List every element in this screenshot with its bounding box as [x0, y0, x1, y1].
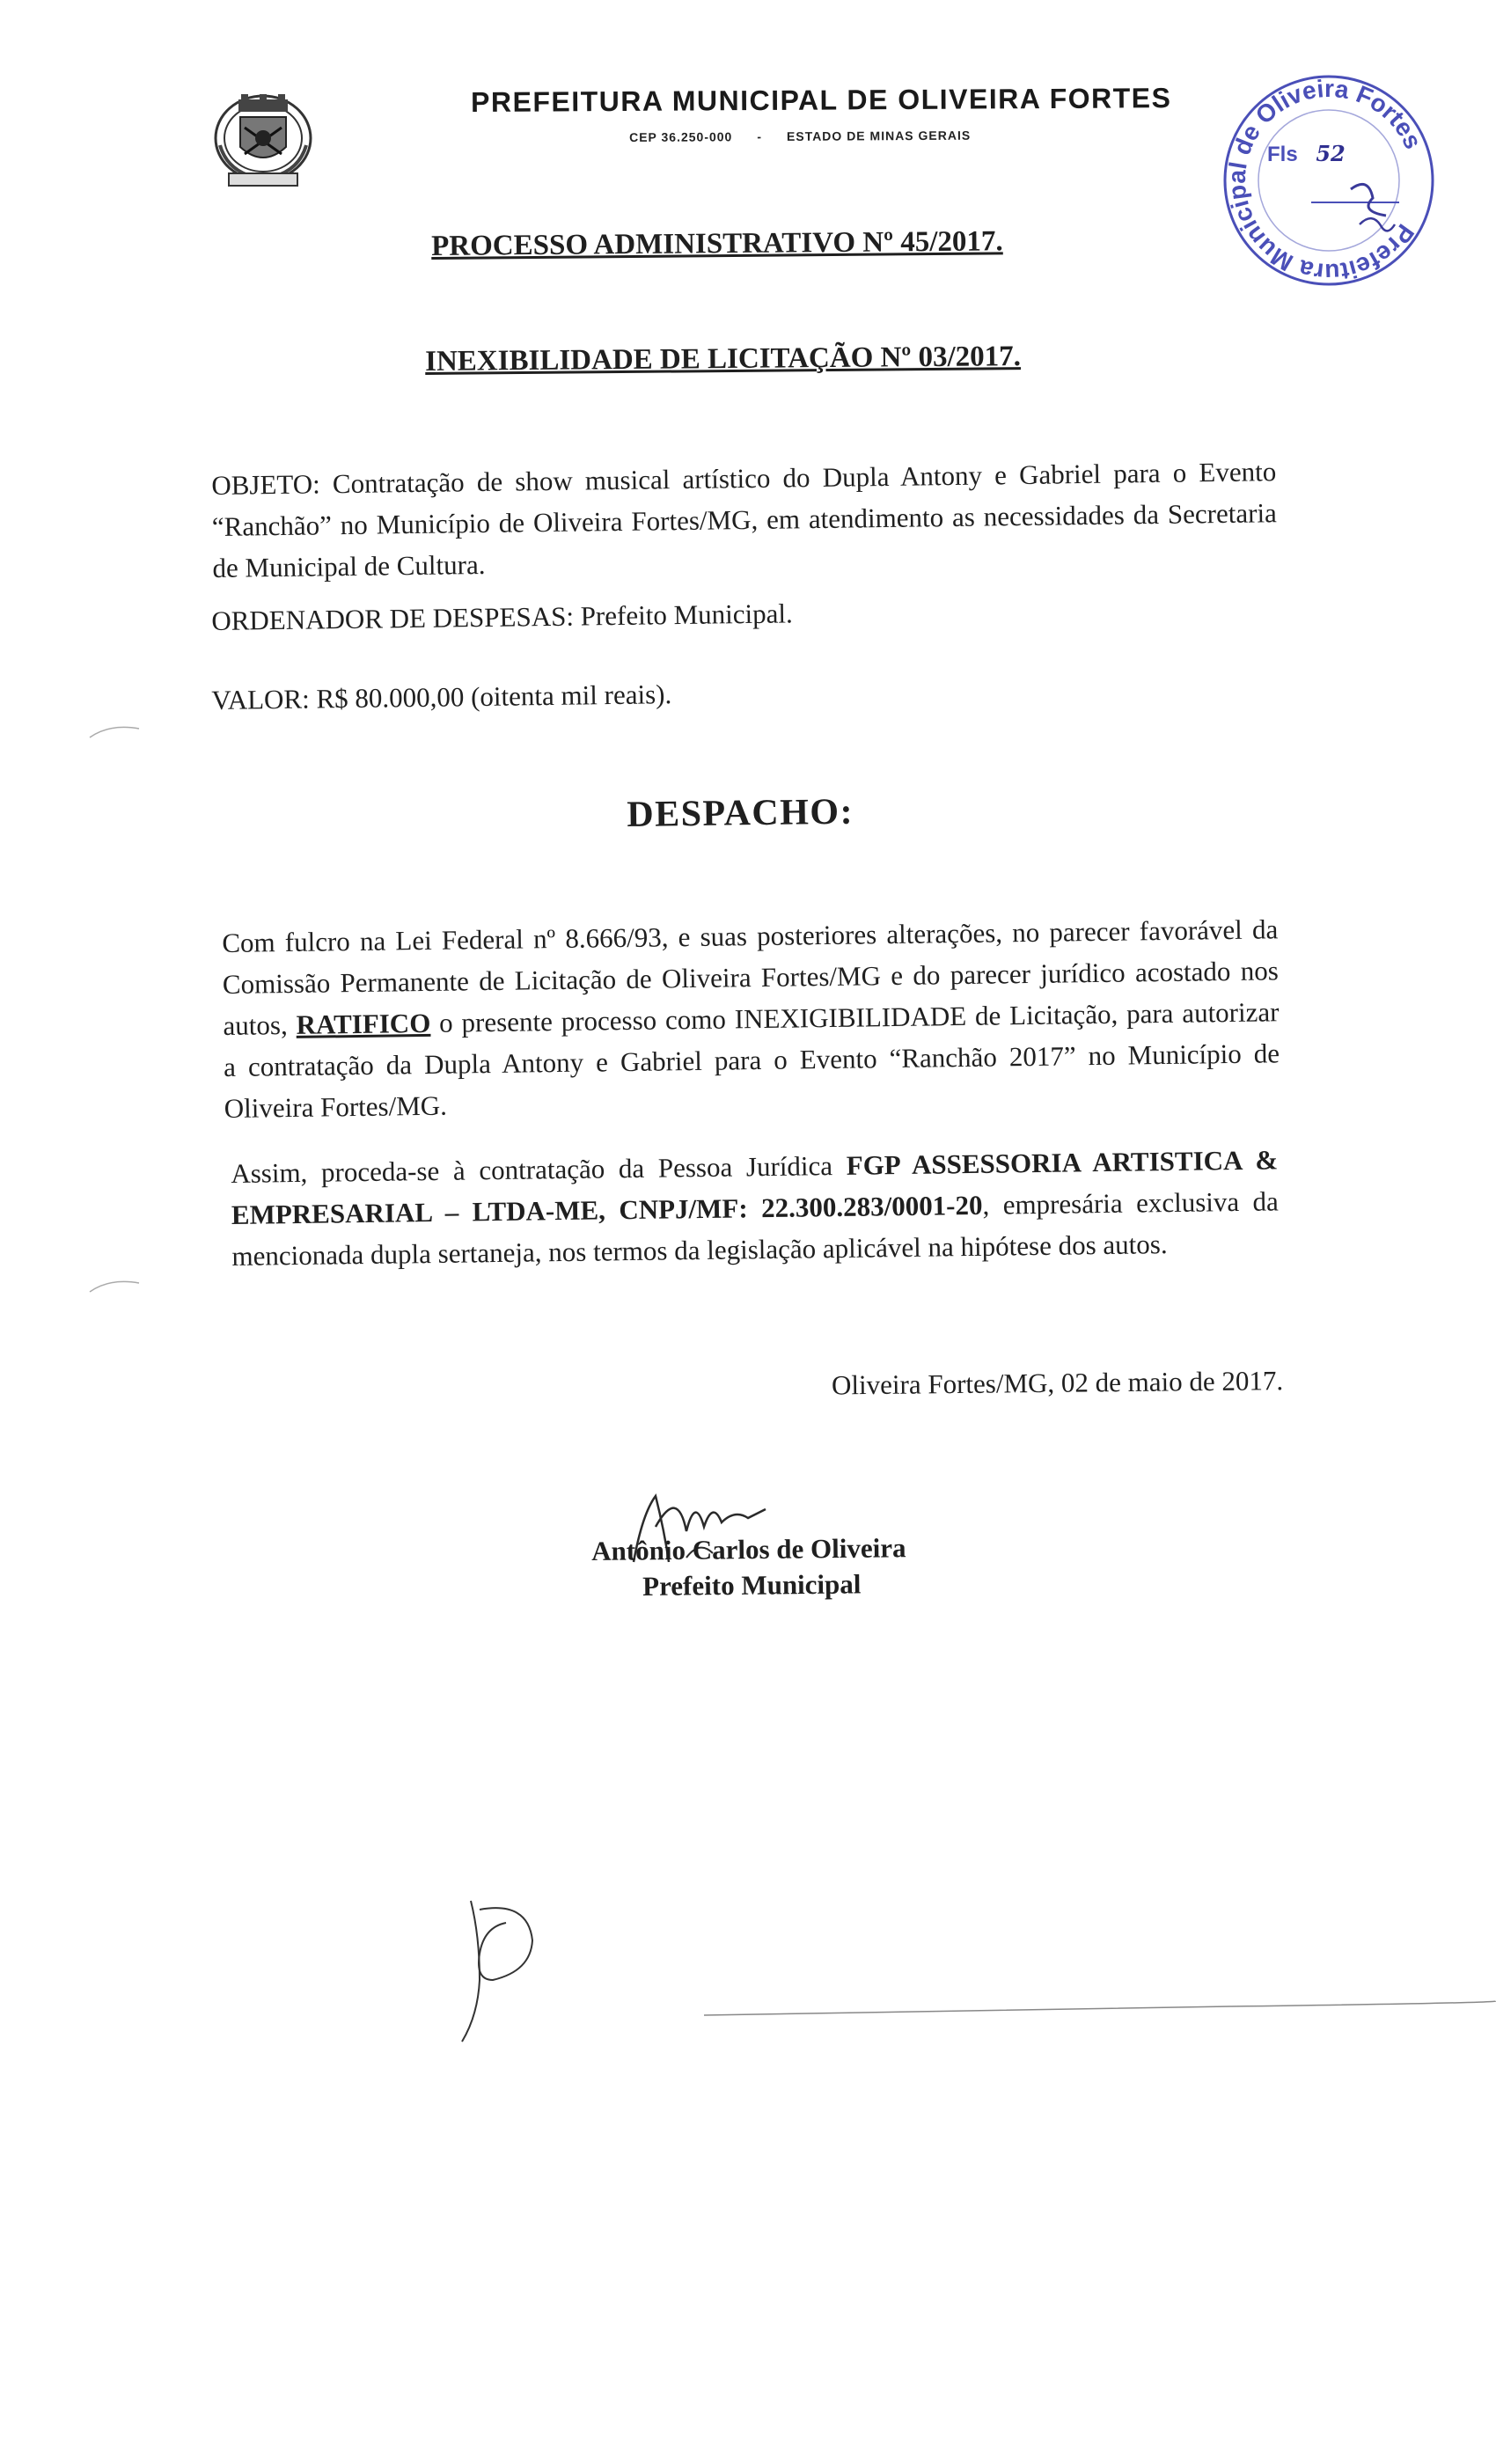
handwritten-initial: [444, 1883, 550, 2050]
ratification-paragraph: [222, 908, 1280, 1129]
inexigibility-title: INEXIBILIDADE DE LICITAÇÃO Nº 03/2017.: [425, 341, 1022, 378]
signatory-name: Antônio Carlos de Oliveira: [591, 1532, 906, 1566]
stamp-ring-text: Prefeitura Municipal de Oliveira Fortes: [1222, 74, 1427, 287]
header-separator: -: [757, 129, 763, 144]
stamp-fls-label: Fls: [1267, 143, 1298, 166]
ratification-text-end: o presente processo como INEXIGIBILIDADE de Licitação, para autorizar a contratação da Dupla Antony e Gabriel para o Evento “Ranchão 2017” no Município de Oliveira Fortes/MG.: [223, 996, 1280, 1124]
svg-text:Prefeitura Municipal de Olivei: [1219, 70, 1439, 290]
scan-artifact-line: [704, 1998, 1496, 2024]
header-cep: CEP 36.250-000: [629, 129, 733, 144]
municipality-header-title: PREFEITURA MUNICIPAL DE OLIVEIRA FORTES: [471, 82, 1172, 118]
despacho-heading: DESPACHO:: [627, 791, 854, 835]
header-address-line: [629, 128, 1104, 144]
contracting-paragraph: [231, 1139, 1280, 1320]
date-line: Oliveira Fortes/MG, 02 de maio de 2017.: [831, 1365, 1284, 1401]
object-paragraph: OBJETO: Contratação de show musical artístico do Dupla Antony e Gabriel para o Evento “Ranchão” no Município de Oliveira Fortes/MG, em atendimento as necessidades da Secretaria de Municipal de Cultura.: [211, 456, 1278, 583]
expense-authorizer-line: ORDENADOR DE DESPESAS: Prefeito Municipal.: [211, 598, 793, 636]
page-number-stamp: [1219, 70, 1439, 290]
header-state: ESTADO DE MINAS GERAIS: [786, 128, 972, 143]
process-title: PROCESSO ADMINISTRATIVO Nº 45/2017.: [431, 225, 1003, 262]
signatory-role: Prefeito Municipal: [642, 1568, 862, 1602]
ratifico-keyword: RATIFICO: [296, 1007, 431, 1040]
contracting-text-end: , empresária exclusiva da mencionada dupla sertaneja, nos termos da legislação aplicável na hipótese dos autos.: [231, 1185, 1280, 1272]
ratification-text-start: Com fulcro na Lei Federal nº 8.666/93, e suas posteriores alterações, no parecer favorável da Comissão Permanente de Licitação de Oliveira Fortes/MG e do parecer jurídico acostado nos autos,: [222, 913, 1280, 1041]
stamp-fls-number: 52: [1316, 141, 1346, 166]
scan-margin-mark: [88, 722, 141, 739]
municipal-crest-logo: [209, 92, 317, 189]
scan-margin-mark: [88, 1276, 141, 1294]
company-identification: FGP ASSESSORIA ARTISTICA & EMPRESARIAL – LTDA-ME, CNPJ/MF: 22.300.283/0001-20: [231, 1144, 1279, 1230]
value-line: VALOR: R$ 80.000,00 (oitenta mil reais).: [211, 678, 672, 715]
stamp-fls-field: [1267, 141, 1373, 167]
contracting-text-start: Assim, proceda-se à contratação da Pessoa Jurídica: [231, 1150, 833, 1189]
